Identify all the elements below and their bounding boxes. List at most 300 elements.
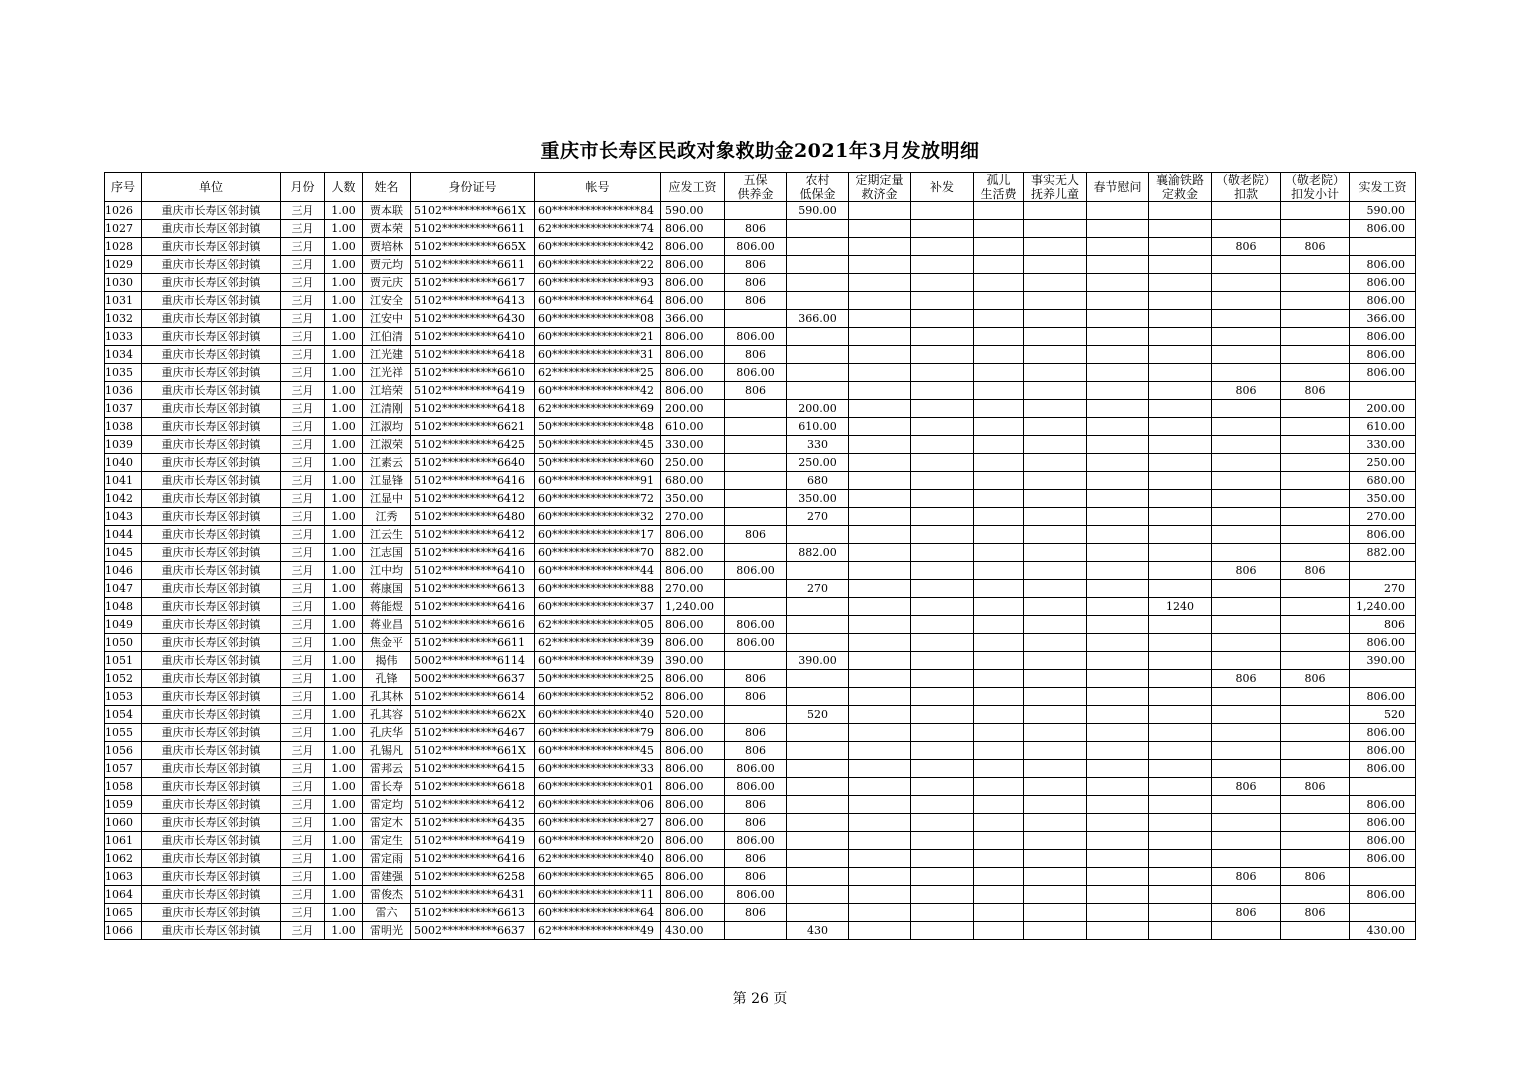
table-row xyxy=(105,922,1416,940)
table-cell: 1044 xyxy=(105,526,142,544)
table-cell: 5102**********6610 xyxy=(411,364,535,382)
table-cell: 1.00 xyxy=(325,364,363,382)
table-cell xyxy=(787,832,849,850)
table-cell: 5102**********6616 xyxy=(411,616,535,634)
column-header: 春节慰问 xyxy=(1087,173,1149,202)
table-cell xyxy=(725,454,787,472)
table-cell xyxy=(974,904,1024,922)
table-cell xyxy=(974,634,1024,652)
table-cell xyxy=(1281,418,1350,436)
table-cell: 1039 xyxy=(105,436,142,454)
table-row xyxy=(105,202,1416,220)
table-cell xyxy=(1087,454,1149,472)
table-row xyxy=(105,400,1416,418)
table-cell xyxy=(849,706,911,724)
table-cell: 1028 xyxy=(105,238,142,256)
table-cell xyxy=(849,922,911,940)
table-cell: 重庆市长寿区邻封镇 xyxy=(142,778,281,796)
table-cell xyxy=(1087,238,1149,256)
table-cell: 三月 xyxy=(281,472,325,490)
table-cell: 1031 xyxy=(105,292,142,310)
table-cell xyxy=(911,742,974,760)
table-cell xyxy=(1024,616,1087,634)
table-row xyxy=(105,580,1416,598)
table-cell xyxy=(1087,292,1149,310)
table-cell xyxy=(725,922,787,940)
table-cell xyxy=(911,670,974,688)
table-cell xyxy=(911,778,974,796)
table-cell xyxy=(1281,454,1350,472)
table-cell xyxy=(1281,706,1350,724)
table-cell: 三月 xyxy=(281,742,325,760)
table-cell: 江素云 xyxy=(363,454,411,472)
table-cell: 806 xyxy=(1212,904,1281,922)
table-cell xyxy=(974,886,1024,904)
table-cell: 680 xyxy=(787,472,849,490)
table-cell: 1.00 xyxy=(325,238,363,256)
table-cell xyxy=(1024,814,1087,832)
table-cell xyxy=(1024,886,1087,904)
table-cell: 三月 xyxy=(281,832,325,850)
table-row xyxy=(105,832,1416,850)
table-cell: 雷定均 xyxy=(363,796,411,814)
table-cell: 366.00 xyxy=(1350,310,1416,328)
table-cell: 806 xyxy=(1212,238,1281,256)
table-cell: 重庆市长寿区邻封镇 xyxy=(142,202,281,220)
table-cell xyxy=(1281,544,1350,562)
table-cell xyxy=(1212,634,1281,652)
table-cell: 5102**********6430 xyxy=(411,310,535,328)
table-cell xyxy=(911,796,974,814)
table-cell: 三月 xyxy=(281,328,325,346)
table-cell xyxy=(1024,652,1087,670)
table-cell xyxy=(787,742,849,760)
table-cell xyxy=(1024,598,1087,616)
table-cell: 三月 xyxy=(281,346,325,364)
table-cell xyxy=(911,814,974,832)
table-cell: 1049 xyxy=(105,616,142,634)
table-cell xyxy=(849,742,911,760)
table-cell: 重庆市长寿区邻封镇 xyxy=(142,796,281,814)
table-cell: 重庆市长寿区邻封镇 xyxy=(142,454,281,472)
table-row xyxy=(105,544,1416,562)
table-cell: 1046 xyxy=(105,562,142,580)
table-cell: 1.00 xyxy=(325,796,363,814)
table-row xyxy=(105,778,1416,796)
table-cell xyxy=(1281,580,1350,598)
table-cell: 5102**********6416 xyxy=(411,598,535,616)
table-cell: 590.00 xyxy=(1350,202,1416,220)
table-cell: 1065 xyxy=(105,904,142,922)
table-cell xyxy=(849,796,911,814)
table-row xyxy=(105,814,1416,832)
table-cell: 江淑荣 xyxy=(363,436,411,454)
table-cell xyxy=(725,508,787,526)
table-cell xyxy=(849,472,911,490)
table-cell xyxy=(1212,616,1281,634)
table-cell xyxy=(1281,742,1350,760)
table-cell: 806.00 xyxy=(1350,688,1416,706)
table-cell xyxy=(974,580,1024,598)
table-cell xyxy=(849,346,911,364)
table-cell: 60****************31 xyxy=(535,346,661,364)
table-cell: 60****************17 xyxy=(535,526,661,544)
table-cell: 590.00 xyxy=(787,202,849,220)
table-cell: 重庆市长寿区邻封镇 xyxy=(142,742,281,760)
table-cell: 60****************06 xyxy=(535,796,661,814)
table-cell xyxy=(974,454,1024,472)
table-cell xyxy=(974,382,1024,400)
table-cell xyxy=(911,832,974,850)
table-cell: 雷邦云 xyxy=(363,760,411,778)
table-cell xyxy=(974,652,1024,670)
table-cell xyxy=(725,490,787,508)
table-cell: 5102**********665X xyxy=(411,238,535,256)
table-cell xyxy=(1281,616,1350,634)
table-cell xyxy=(1212,922,1281,940)
table-cell: 江云生 xyxy=(363,526,411,544)
table-cell xyxy=(1087,382,1149,400)
table-cell: 806.00 xyxy=(661,634,725,652)
table-cell xyxy=(1281,688,1350,706)
column-header: 孤儿 生活费 xyxy=(974,173,1024,202)
table-cell xyxy=(787,238,849,256)
table-row xyxy=(105,436,1416,454)
table-cell: 孔其容 xyxy=(363,706,411,724)
table-cell: 390.00 xyxy=(1350,652,1416,670)
table-cell xyxy=(1024,490,1087,508)
table-cell xyxy=(1149,688,1212,706)
table-cell: 5102**********6418 xyxy=(411,346,535,364)
table-row xyxy=(105,904,1416,922)
table-cell xyxy=(1087,202,1149,220)
table-cell xyxy=(1024,508,1087,526)
table-cell: 1.00 xyxy=(325,562,363,580)
table-cell xyxy=(1024,472,1087,490)
table-cell: 882.00 xyxy=(661,544,725,562)
table-cell: 1064 xyxy=(105,886,142,904)
table-cell: 806 xyxy=(725,256,787,274)
table-cell: 1.00 xyxy=(325,472,363,490)
column-header: （敬老院） 扣款 xyxy=(1212,173,1281,202)
table-cell xyxy=(849,220,911,238)
table-cell: 430.00 xyxy=(1350,922,1416,940)
table-cell xyxy=(974,760,1024,778)
table-cell: 390.00 xyxy=(787,652,849,670)
table-cell xyxy=(1087,544,1149,562)
table-cell xyxy=(1212,706,1281,724)
table-cell: 1060 xyxy=(105,814,142,832)
table-cell xyxy=(787,364,849,382)
table-cell xyxy=(1149,274,1212,292)
table-cell xyxy=(1281,472,1350,490)
table-row xyxy=(105,562,1416,580)
table-cell: 1045 xyxy=(105,544,142,562)
table-cell xyxy=(849,724,911,742)
table-row xyxy=(105,868,1416,886)
table-cell: 1.00 xyxy=(325,814,363,832)
table-cell xyxy=(787,598,849,616)
table-cell: 焦金平 xyxy=(363,634,411,652)
table-cell: 1.00 xyxy=(325,598,363,616)
table-cell: 重庆市长寿区邻封镇 xyxy=(142,688,281,706)
table-cell: 60****************64 xyxy=(535,904,661,922)
table-cell: 5102**********6640 xyxy=(411,454,535,472)
table-cell xyxy=(849,580,911,598)
table-cell: 重庆市长寿区邻封镇 xyxy=(142,652,281,670)
table-cell xyxy=(1212,814,1281,832)
table-cell xyxy=(911,868,974,886)
table-cell: 1.00 xyxy=(325,850,363,868)
table-cell: 三月 xyxy=(281,274,325,292)
column-header: 帐号 xyxy=(535,173,661,202)
table-cell xyxy=(1281,886,1350,904)
table-cell: 三月 xyxy=(281,292,325,310)
table-cell: 1052 xyxy=(105,670,142,688)
table-cell xyxy=(849,418,911,436)
table-cell: 三月 xyxy=(281,670,325,688)
table-cell xyxy=(1087,724,1149,742)
table-cell: 三月 xyxy=(281,454,325,472)
table-cell xyxy=(849,508,911,526)
table-row xyxy=(105,598,1416,616)
table-cell: 200.00 xyxy=(661,400,725,418)
table-cell: 806 xyxy=(1281,238,1350,256)
table-cell xyxy=(849,310,911,328)
table-cell: 806.00 xyxy=(661,724,725,742)
table-cell xyxy=(1212,580,1281,598)
table-cell xyxy=(1212,742,1281,760)
table-cell: 1066 xyxy=(105,922,142,940)
table-cell: 1026 xyxy=(105,202,142,220)
table-cell xyxy=(1149,310,1212,328)
table-cell xyxy=(1024,832,1087,850)
table-cell xyxy=(974,778,1024,796)
table-cell: 三月 xyxy=(281,256,325,274)
table-cell: 610.00 xyxy=(661,418,725,436)
table-cell xyxy=(974,310,1024,328)
table-cell xyxy=(1024,706,1087,724)
table-cell xyxy=(787,220,849,238)
table-cell: 60****************42 xyxy=(535,238,661,256)
table-cell xyxy=(1212,886,1281,904)
column-header: 事实无人 抚养儿童 xyxy=(1024,173,1087,202)
table-cell: 1.00 xyxy=(325,616,363,634)
table-cell: 330.00 xyxy=(1350,436,1416,454)
table-cell xyxy=(1149,670,1212,688)
table-cell: 5102**********6621 xyxy=(411,418,535,436)
table-cell xyxy=(1212,472,1281,490)
table-cell: 60****************32 xyxy=(535,508,661,526)
table-cell: 1.00 xyxy=(325,256,363,274)
table-cell: 250.00 xyxy=(661,454,725,472)
table-cell: 62****************74 xyxy=(535,220,661,238)
table-cell: 270 xyxy=(1350,580,1416,598)
table-cell xyxy=(1212,796,1281,814)
table-cell xyxy=(1149,634,1212,652)
table-cell: 806.00 xyxy=(725,778,787,796)
table-cell xyxy=(911,220,974,238)
table-row xyxy=(105,634,1416,652)
table-cell: 贾元均 xyxy=(363,256,411,274)
table-cell: 三月 xyxy=(281,364,325,382)
table-cell xyxy=(974,562,1024,580)
table-cell: 1053 xyxy=(105,688,142,706)
table-cell: 60****************65 xyxy=(535,868,661,886)
table-cell xyxy=(1149,760,1212,778)
table-cell: 重庆市长寿区邻封镇 xyxy=(142,490,281,508)
table-cell xyxy=(1350,868,1416,886)
table-cell xyxy=(974,418,1024,436)
table-cell xyxy=(1024,202,1087,220)
table-cell xyxy=(849,328,911,346)
table-cell: 806.00 xyxy=(725,562,787,580)
table-cell xyxy=(1212,508,1281,526)
table-cell xyxy=(849,670,911,688)
table-cell: 806.00 xyxy=(661,238,725,256)
table-cell: 1.00 xyxy=(325,454,363,472)
table-cell xyxy=(1087,400,1149,418)
table-cell xyxy=(974,238,1024,256)
table-cell: 520 xyxy=(1350,706,1416,724)
table-cell: 三月 xyxy=(281,706,325,724)
table-cell: 1.00 xyxy=(325,580,363,598)
column-header: 月份 xyxy=(281,173,325,202)
table-cell: 孔庆华 xyxy=(363,724,411,742)
table-cell: 三月 xyxy=(281,850,325,868)
table-cell: 5102**********6410 xyxy=(411,562,535,580)
table-cell: 5102**********6416 xyxy=(411,544,535,562)
table-cell xyxy=(787,850,849,868)
table-cell: 806.00 xyxy=(1350,274,1416,292)
table-row xyxy=(105,742,1416,760)
table-cell xyxy=(725,580,787,598)
table-cell: 270.00 xyxy=(1350,508,1416,526)
table-cell: 江清刚 xyxy=(363,400,411,418)
table-cell: 1.00 xyxy=(325,526,363,544)
table-cell xyxy=(1149,238,1212,256)
table-cell: 江安中 xyxy=(363,310,411,328)
table-cell: 806.00 xyxy=(661,382,725,400)
table-cell: 1.00 xyxy=(325,292,363,310)
table-cell: 三月 xyxy=(281,526,325,544)
table-cell: 雷俊杰 xyxy=(363,886,411,904)
table-cell: 62****************49 xyxy=(535,922,661,940)
column-header: 定期定量 救济金 xyxy=(849,173,911,202)
table-cell xyxy=(974,868,1024,886)
table-cell: 1041 xyxy=(105,472,142,490)
table-cell xyxy=(911,634,974,652)
table-cell: 5102**********6435 xyxy=(411,814,535,832)
table-cell xyxy=(1212,220,1281,238)
table-cell xyxy=(911,544,974,562)
table-cell xyxy=(1024,868,1087,886)
table-cell xyxy=(849,454,911,472)
table-cell: 1.00 xyxy=(325,706,363,724)
table-cell: 806.00 xyxy=(661,292,725,310)
table-cell: 1.00 xyxy=(325,418,363,436)
table-cell: 5102**********6418 xyxy=(411,400,535,418)
table-cell: 重庆市长寿区邻封镇 xyxy=(142,292,281,310)
table-cell: 三月 xyxy=(281,652,325,670)
table-cell xyxy=(1149,922,1212,940)
table-cell xyxy=(974,490,1024,508)
table-cell: 1050 xyxy=(105,634,142,652)
table-cell: 330.00 xyxy=(661,436,725,454)
table-cell xyxy=(849,868,911,886)
table-cell: 806.00 xyxy=(1350,220,1416,238)
column-header: 农村 低保金 xyxy=(787,173,849,202)
table-cell: 60****************88 xyxy=(535,580,661,598)
table-cell: 680.00 xyxy=(1350,472,1416,490)
table-cell: 60****************91 xyxy=(535,472,661,490)
table-cell xyxy=(1087,364,1149,382)
table-cell: 1.00 xyxy=(325,202,363,220)
table-cell xyxy=(725,544,787,562)
table-cell xyxy=(911,706,974,724)
table-cell: 806.00 xyxy=(661,274,725,292)
table-row xyxy=(105,310,1416,328)
table-cell xyxy=(787,634,849,652)
table-cell: 806.00 xyxy=(661,832,725,850)
table-cell: 重庆市长寿区邻封镇 xyxy=(142,328,281,346)
table-cell: 366.00 xyxy=(787,310,849,328)
table-cell: 江安全 xyxy=(363,292,411,310)
table-cell xyxy=(1024,274,1087,292)
table-cell: 5102**********661X xyxy=(411,742,535,760)
table-row xyxy=(105,724,1416,742)
table-cell: 三月 xyxy=(281,436,325,454)
table-cell xyxy=(1212,688,1281,706)
table-cell: 806 xyxy=(725,904,787,922)
table-cell xyxy=(1087,814,1149,832)
table-cell: 270.00 xyxy=(661,508,725,526)
table-cell xyxy=(1350,778,1416,796)
table-cell: 1059 xyxy=(105,796,142,814)
table-cell xyxy=(1024,778,1087,796)
table-cell: 50****************48 xyxy=(535,418,661,436)
table-cell xyxy=(1281,508,1350,526)
table-cell xyxy=(1212,364,1281,382)
table-cell: 贾培林 xyxy=(363,238,411,256)
table-cell xyxy=(1350,238,1416,256)
table-cell xyxy=(1087,274,1149,292)
table-cell: 1.00 xyxy=(325,652,363,670)
table-cell xyxy=(974,436,1024,454)
table-cell xyxy=(849,526,911,544)
table-cell: 366.00 xyxy=(661,310,725,328)
table-cell: 1036 xyxy=(105,382,142,400)
table-cell xyxy=(1149,526,1212,544)
table-cell xyxy=(1149,544,1212,562)
table-cell: 1.00 xyxy=(325,886,363,904)
table-cell xyxy=(1087,778,1149,796)
table-cell: 1035 xyxy=(105,364,142,382)
table-cell: 806.00 xyxy=(661,886,725,904)
table-cell xyxy=(974,796,1024,814)
table-cell: 重庆市长寿区邻封镇 xyxy=(142,886,281,904)
table-cell xyxy=(1087,616,1149,634)
table-cell xyxy=(1024,580,1087,598)
table-cell: 50****************25 xyxy=(535,670,661,688)
table-cell xyxy=(849,688,911,706)
table-cell: 三月 xyxy=(281,310,325,328)
table-cell: 雷定生 xyxy=(363,832,411,850)
table-row xyxy=(105,238,1416,256)
table-cell: 三月 xyxy=(281,868,325,886)
table-cell xyxy=(725,202,787,220)
table-cell: 1063 xyxy=(105,868,142,886)
